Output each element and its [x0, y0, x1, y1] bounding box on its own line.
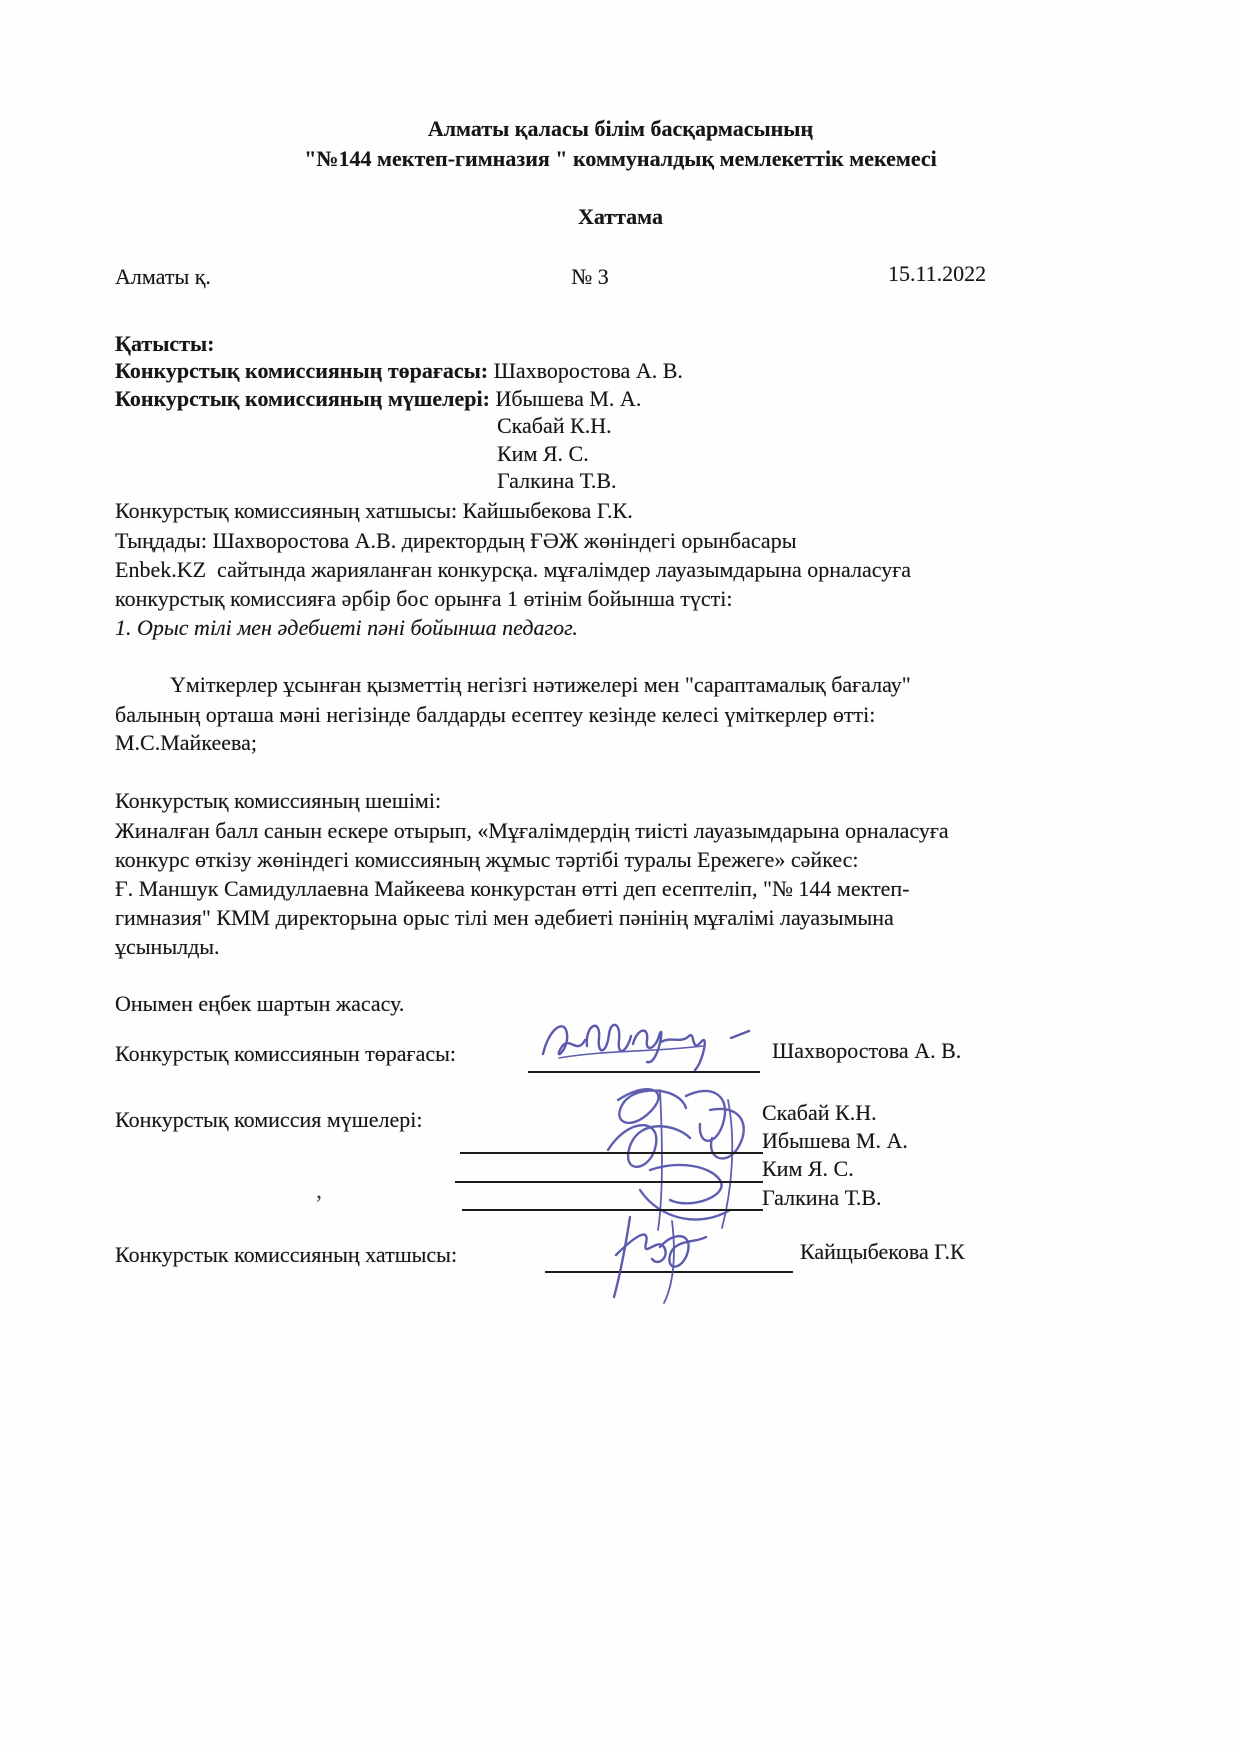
decision-line-5: ұсынылды.	[115, 934, 220, 959]
signature-members-label: Конкурстық комиссия мүшелері:	[115, 1107, 423, 1132]
attendees-members-line	[115, 386, 641, 412]
decision-line-1: Жиналған балл санын ескере отырып, «Мұғалімдердің тиісті лауазымдарына орналасуға	[115, 818, 949, 843]
decision-heading: Конкурстық комиссияның шешімі:	[115, 788, 442, 813]
member-name-1: Ибышева М. А.	[495, 386, 642, 411]
org-name-line1: Алматы қаласы білім басқармасының	[427, 116, 814, 141]
signature-secretary-name: Кайщыбекова Г.К	[800, 1239, 965, 1264]
contract-line: Онымен еңбек шартын жасасу.	[115, 991, 405, 1016]
chairman-label: Конкурстық комиссияның төрағасы:	[115, 358, 489, 383]
signature-chairman-label: Конкурстық комиссиянын төрағасы:	[115, 1041, 456, 1066]
secretary-signature-ink	[598, 1203, 730, 1305]
signature-line-member-2	[455, 1181, 763, 1183]
signature-member-name-4: Галкина Т.В.	[762, 1185, 882, 1210]
signature-line-member-1	[460, 1152, 763, 1154]
decision-line-4: гимназия" КММ директорына орыс тілі мен әдебиеті пәнінің мұғалімі лауазымына	[115, 905, 894, 930]
document-title: Хаттама	[577, 204, 664, 229]
decision-line-2: конкурс өткізу жөніндегі комиссияның жұмыс тәртібі туралы Ережеге» сәйкес:	[115, 847, 859, 872]
signature-member-name-3: Ким Я. С.	[762, 1156, 854, 1181]
secretary-line: Конкурстық комиссияның хатшысы: Кайшыбекова Г.К.	[115, 498, 633, 523]
scan-artifact-mark: ,	[316, 1178, 322, 1204]
document-date: 15.11.2022	[888, 261, 987, 286]
chairman-signature-ink	[535, 1008, 765, 1074]
org-name-line2: "№144 мектеп-гимназия " коммуналдық мемлекеттік мекемесі	[304, 146, 937, 171]
member-name-3: Ким Я. С.	[497, 441, 589, 466]
result-line-1: Үміткерлер ұсынған қызметтің негізгі нәтижелері мен "сараптамалық бағалау"	[170, 672, 911, 697]
attendees-heading: Қатысты:	[115, 331, 215, 356]
signature-member-name-2: Ибышева М. А.	[762, 1128, 908, 1153]
member-name-4: Галкина Т.В.	[497, 468, 617, 493]
heard-line-2: Enbek.KZ сайтында жарияланған конкурсқа. мұғалімдер лауазымдарына орналасуға	[115, 557, 911, 582]
result-line-2: балының орташа мәні негізінде балдарды есептеу кезінде келесі үміткерлер өтті:	[115, 702, 876, 727]
document-city: Алматы қ.	[115, 264, 211, 289]
decision-line-3: Ғ. Маншук Самидуллаевна Майкеева конкурстан өтті деп есептеліп, "№ 144 мектеп-	[115, 876, 910, 901]
vacancy-item: 1. Орыс тілі мен әдебиеті пәні бойынша педагог.	[115, 615, 578, 640]
heard-line-3: конкурстық комиссияға әрбір бос орынға 1 өтінім бойынша түсті:	[115, 586, 733, 611]
signature-member-name-1: Скабай К.Н.	[762, 1100, 877, 1125]
document-number: № 3	[571, 264, 609, 289]
member-name-2: Скабай К.Н.	[497, 413, 612, 438]
signature-secretary-label: Конкурстык комиссияның хатшысы:	[115, 1242, 458, 1267]
attendees-chairman-line	[115, 358, 683, 384]
members-label: Конкурстық комиссияның мүшелері:	[115, 386, 490, 411]
signature-chairman-name: Шахворостова А. В.	[772, 1038, 962, 1063]
heard-line-1: Тыңдады: Шахворостова А.В. директордың ҒӘЖ жөніндегі орынбасары	[115, 528, 797, 553]
result-line-3: М.С.Майкеева;	[115, 730, 257, 755]
chairman-name: Шахворостова А. В.	[493, 358, 683, 383]
